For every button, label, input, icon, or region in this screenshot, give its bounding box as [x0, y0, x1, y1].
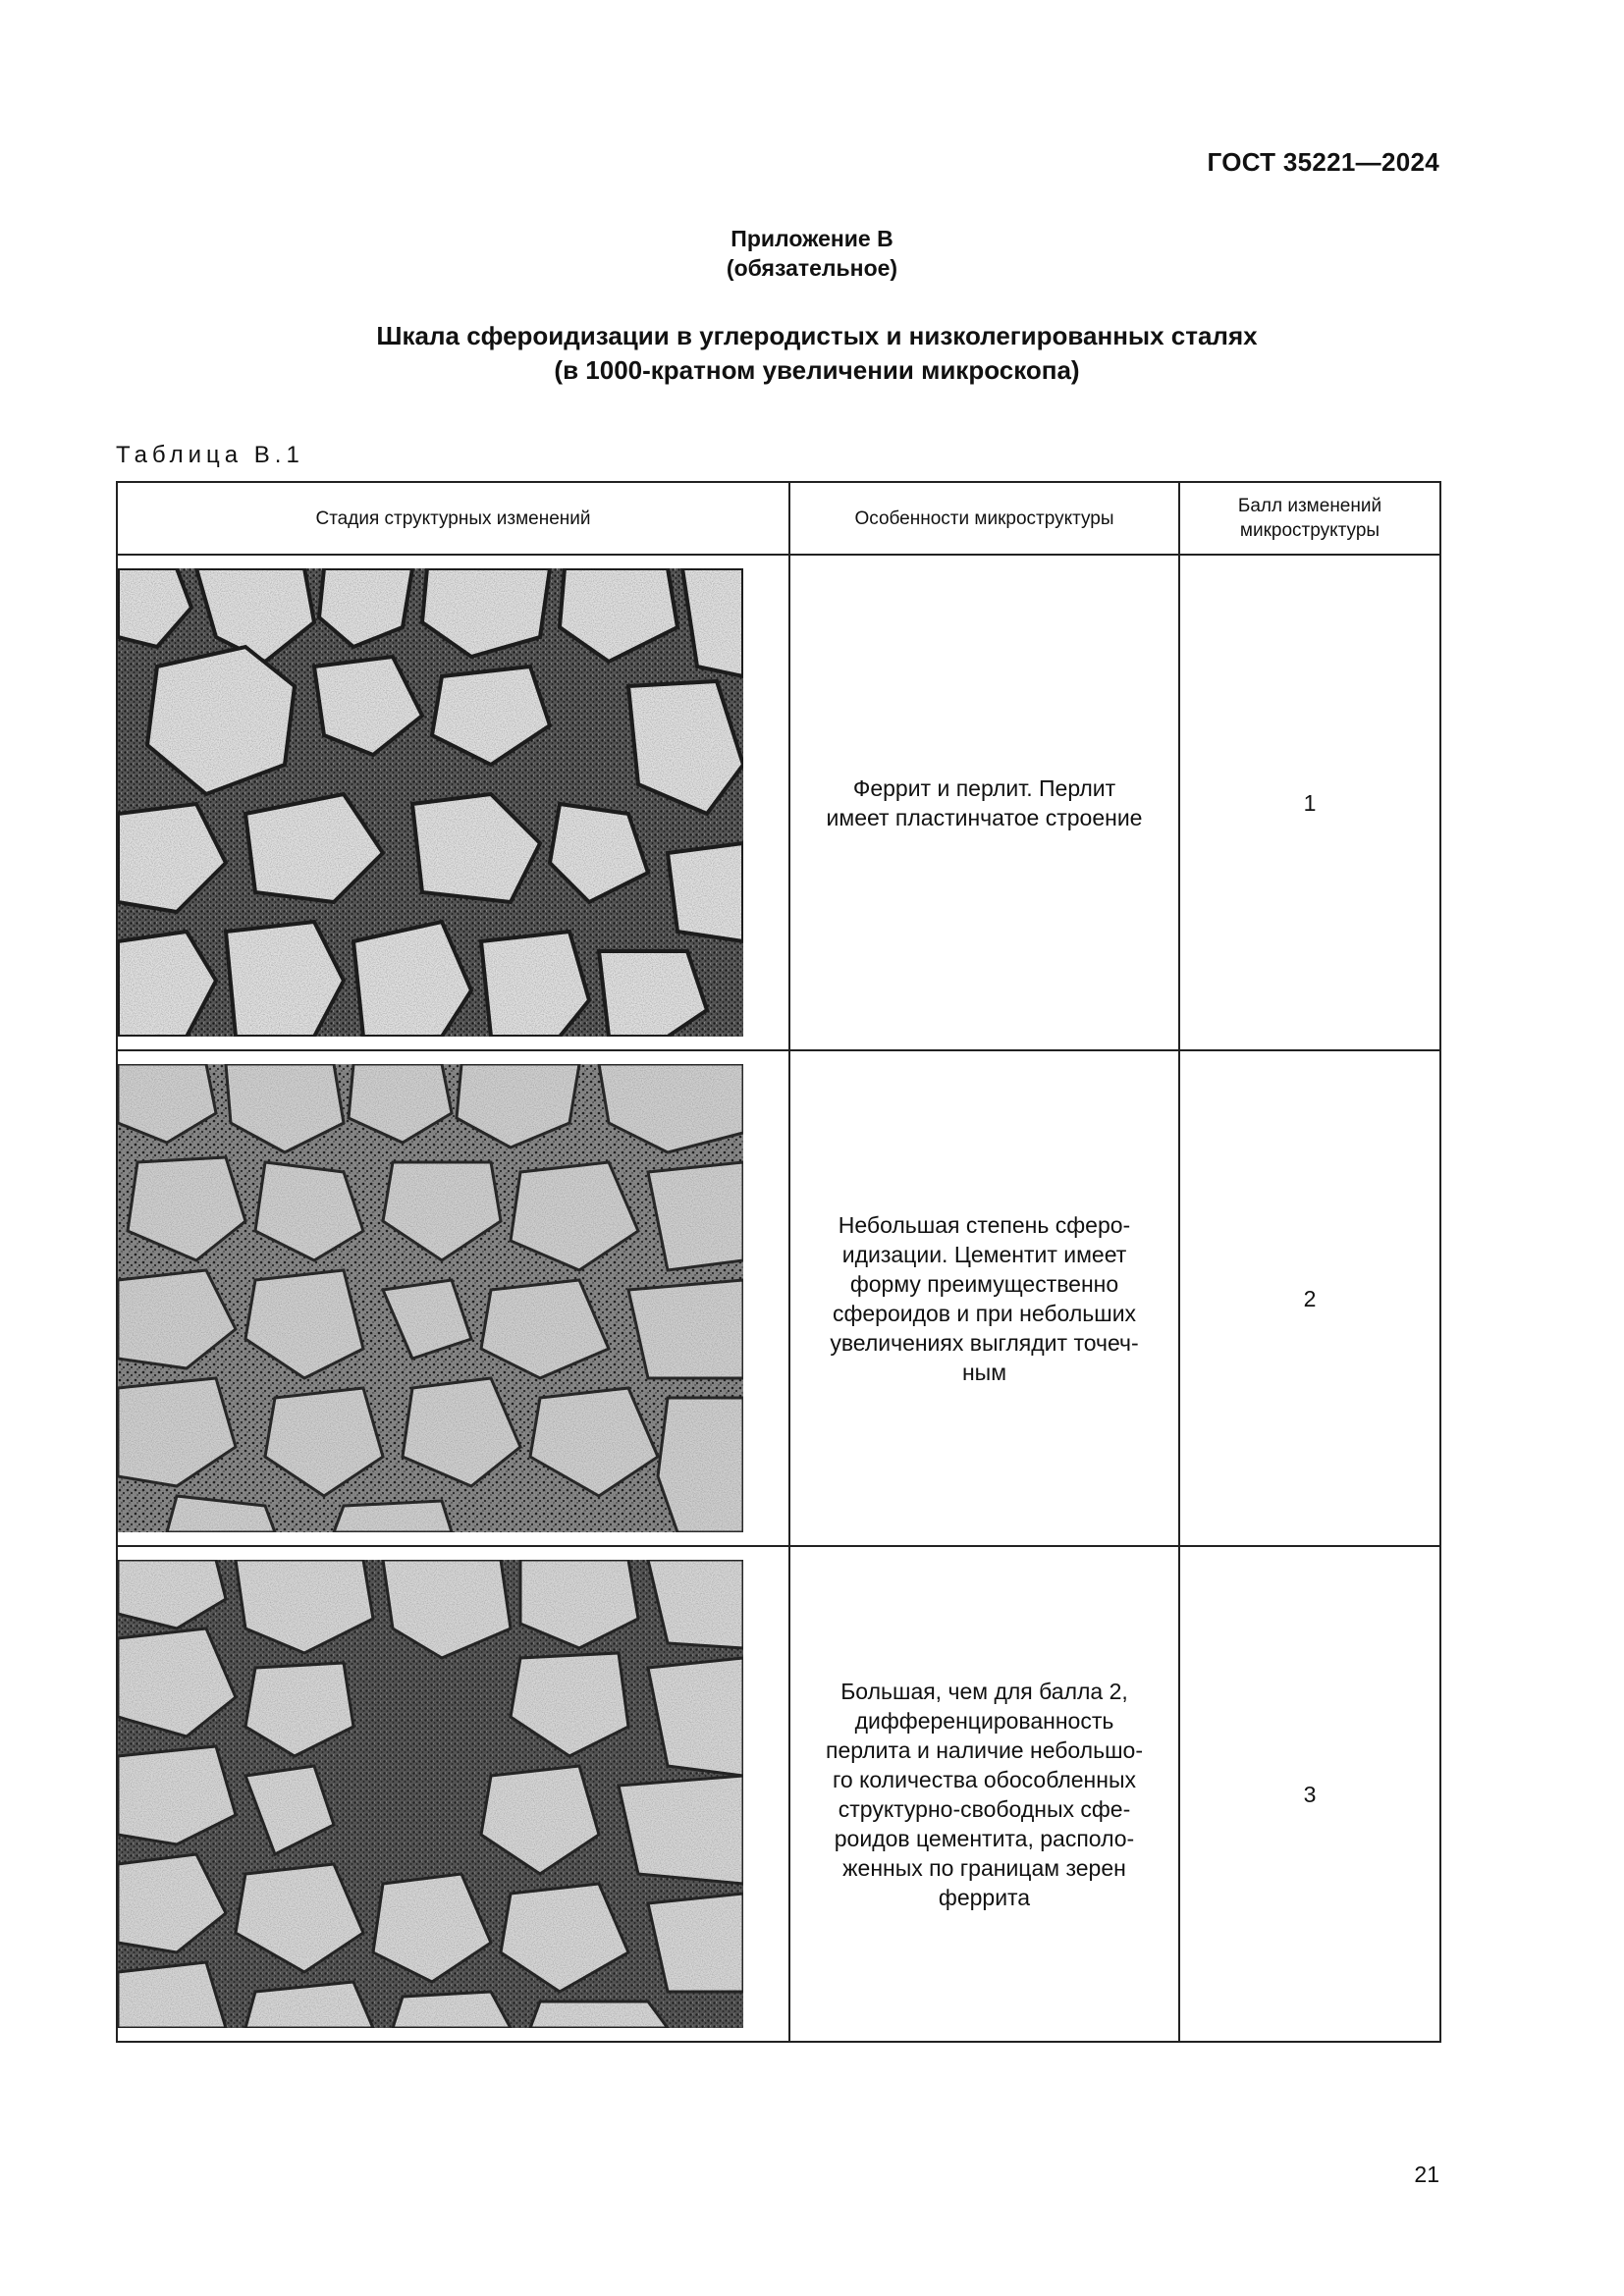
spheroidization-table: [116, 481, 1441, 2043]
stage-image-cell: [117, 555, 789, 1050]
table-row: [117, 1050, 1440, 1546]
description-line: роидов цементита, располо-: [834, 1825, 1135, 1851]
description-line: форму преимущественно: [849, 1270, 1119, 1297]
table-label: Таблица В.1: [116, 442, 304, 468]
table-row: [117, 555, 1440, 1050]
description-line: сфероидов и при небольших: [832, 1300, 1137, 1326]
description-line: женных по границам зерен: [842, 1854, 1126, 1881]
description-line: ным: [961, 1359, 1007, 1385]
description-line: идизации. Цементит имеет: [841, 1241, 1127, 1267]
micrograph-ferrite-lamellar-pearlite: [118, 568, 743, 1037]
appendix-title-line-1: Шкала сфероидизации в углеродистых и низколегированных сталях: [376, 321, 1258, 350]
description-line: Большая, чем для балла 2,: [840, 1678, 1128, 1704]
appendix-title: [0, 319, 1624, 388]
description-line: дифференцированность: [854, 1707, 1114, 1734]
header-features: Особенности микроструктуры: [789, 482, 1179, 555]
stage-score: 2: [1179, 1050, 1440, 1546]
stage-image-cell: [117, 1546, 789, 2042]
appendix-title-line-2: (в 1000-кратном увеличении микроскопа): [554, 355, 1080, 385]
description-line: структурно-свободных сфе-: [838, 1795, 1131, 1822]
table-row: [117, 1546, 1440, 2042]
document-code: ГОСТ 35221—2024: [1207, 147, 1439, 177]
description-line: Небольшая степень сферо-: [838, 1211, 1131, 1238]
header-score: [1179, 482, 1440, 555]
description-line: перлита и наличие небольшо-: [826, 1736, 1143, 1763]
appendix-label: Приложение В: [731, 226, 893, 251]
page-number: 21: [1414, 2162, 1439, 2187]
stage-description: [789, 555, 1179, 1050]
description-line: Феррит и перлит. Перлит: [852, 774, 1116, 801]
stage-description: [789, 1546, 1179, 2042]
description-line: феррита: [938, 1884, 1031, 1910]
stage-description: [789, 1050, 1179, 1546]
appendix-heading: [0, 224, 1624, 283]
stage-image-cell: [117, 1050, 789, 1546]
stage-score: 1: [1179, 555, 1440, 1050]
header-stage: Стадия структурных изменений: [117, 482, 789, 555]
stage-score: 3: [1179, 1546, 1440, 2042]
micrograph-slight-spheroidization: [118, 1064, 743, 1532]
header-score-line-1: Балл изменений: [1237, 496, 1382, 516]
appendix-status: (обязательное): [726, 255, 898, 281]
description-line: го количества обособленных: [833, 1766, 1136, 1792]
description-line: имеет пластинчатое строение: [826, 804, 1143, 830]
table-header-row: [117, 482, 1440, 555]
description-line: увеличениях выглядит точеч-: [830, 1329, 1139, 1356]
micrograph-differentiated-pearlite: [118, 1560, 743, 2028]
header-score-line-2: микроструктуры: [1239, 520, 1380, 541]
